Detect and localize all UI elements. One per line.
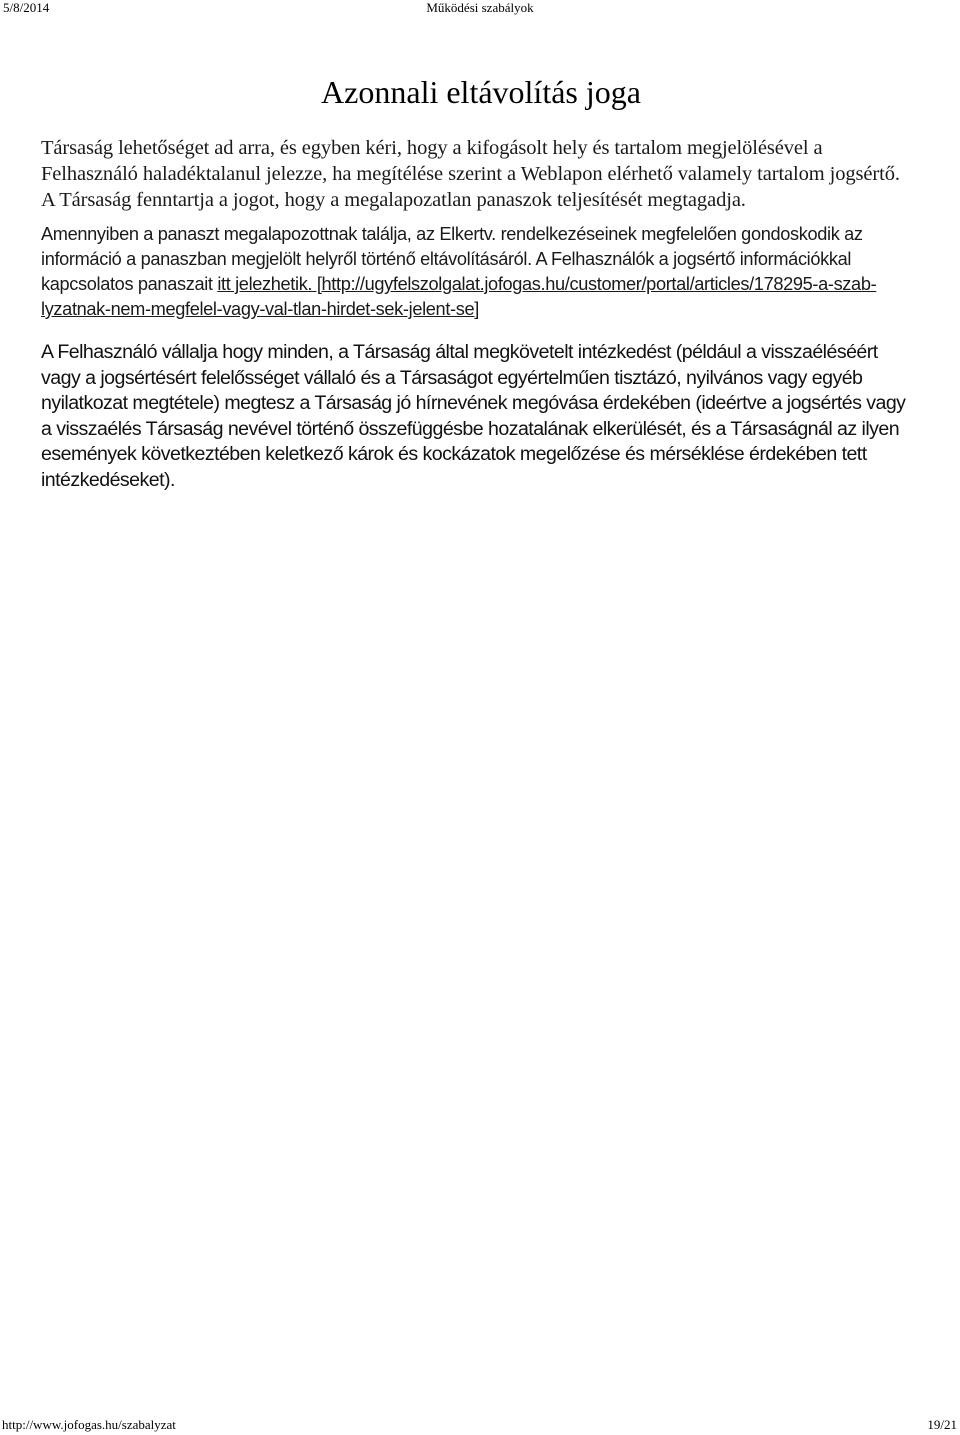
complaint-link[interactable]: itt jelezhetik. [http://ugyfelszolgalat.jofogas.hu/customer/portal/articles/178295-a-szab-lyzatnak-nem-megfelel-vagy-val-tlan-hirdet-sek-jelent-se]	[41, 274, 877, 319]
paragraph-notice: Társaság lehetőséget ad arra, és egyben kéri, hogy a kifogásolt hely és tartalom megjelölésével a Felhasználó haladéktalanul jelezze, ha megítélése szerint a Weblapon elérhető valamely tartalom jogsértő. A Társaság fenntartja a jogot, hogy a megalapozatlan panaszok teljesítését megtagadja.	[41, 137, 900, 211]
print-source-url: http://www.jofogas.hu/szabalyzat	[2, 1417, 176, 1432]
print-header	[0, 0, 960, 16]
paragraph-obligations: A Felhasználó vállalja hogy minden, a Társaság által megkövetelt intézkedést (például a visszaéléséért vagy a jogsértésért felelősséget vállaló és a Társaságot egyértelműen tisztázó, nyilvános vagy egyéb nyilatkozat megtétele) megtesz a Társaság jó hírnevének megóvása érdekében (ideértve a jogsértés vagy a visszaélés Társaság nevével történő összefüggésbe hozatalának elkerülését, és a Társaságnál az ilyen események következtében keletkező károk és kockázatok megelőzése és mérséklése érdekében tett intézkedéseket).	[41, 341, 906, 491]
print-footer	[0, 1417, 960, 1433]
paragraph-removal-text: Amennyiben a panaszt megalapozottnak találja, az Elkertv. rendelkezéseinek megfelelően gondoskodik az információ a panaszban megjelölt helyről történő eltávolításáról. A Felhasználók a jogsértő információkkal kapcsolatos panaszait	[41, 224, 863, 294]
print-page-title: Működési szabályok	[426, 0, 534, 15]
print-date: 5/8/2014	[3, 0, 50, 15]
paragraph-removal	[41, 222, 911, 322]
print-page-number: 19/21	[927, 1417, 957, 1432]
article-content	[41, 70, 911, 493]
article-heading: Azonnali eltávolítás joga	[321, 74, 641, 110]
